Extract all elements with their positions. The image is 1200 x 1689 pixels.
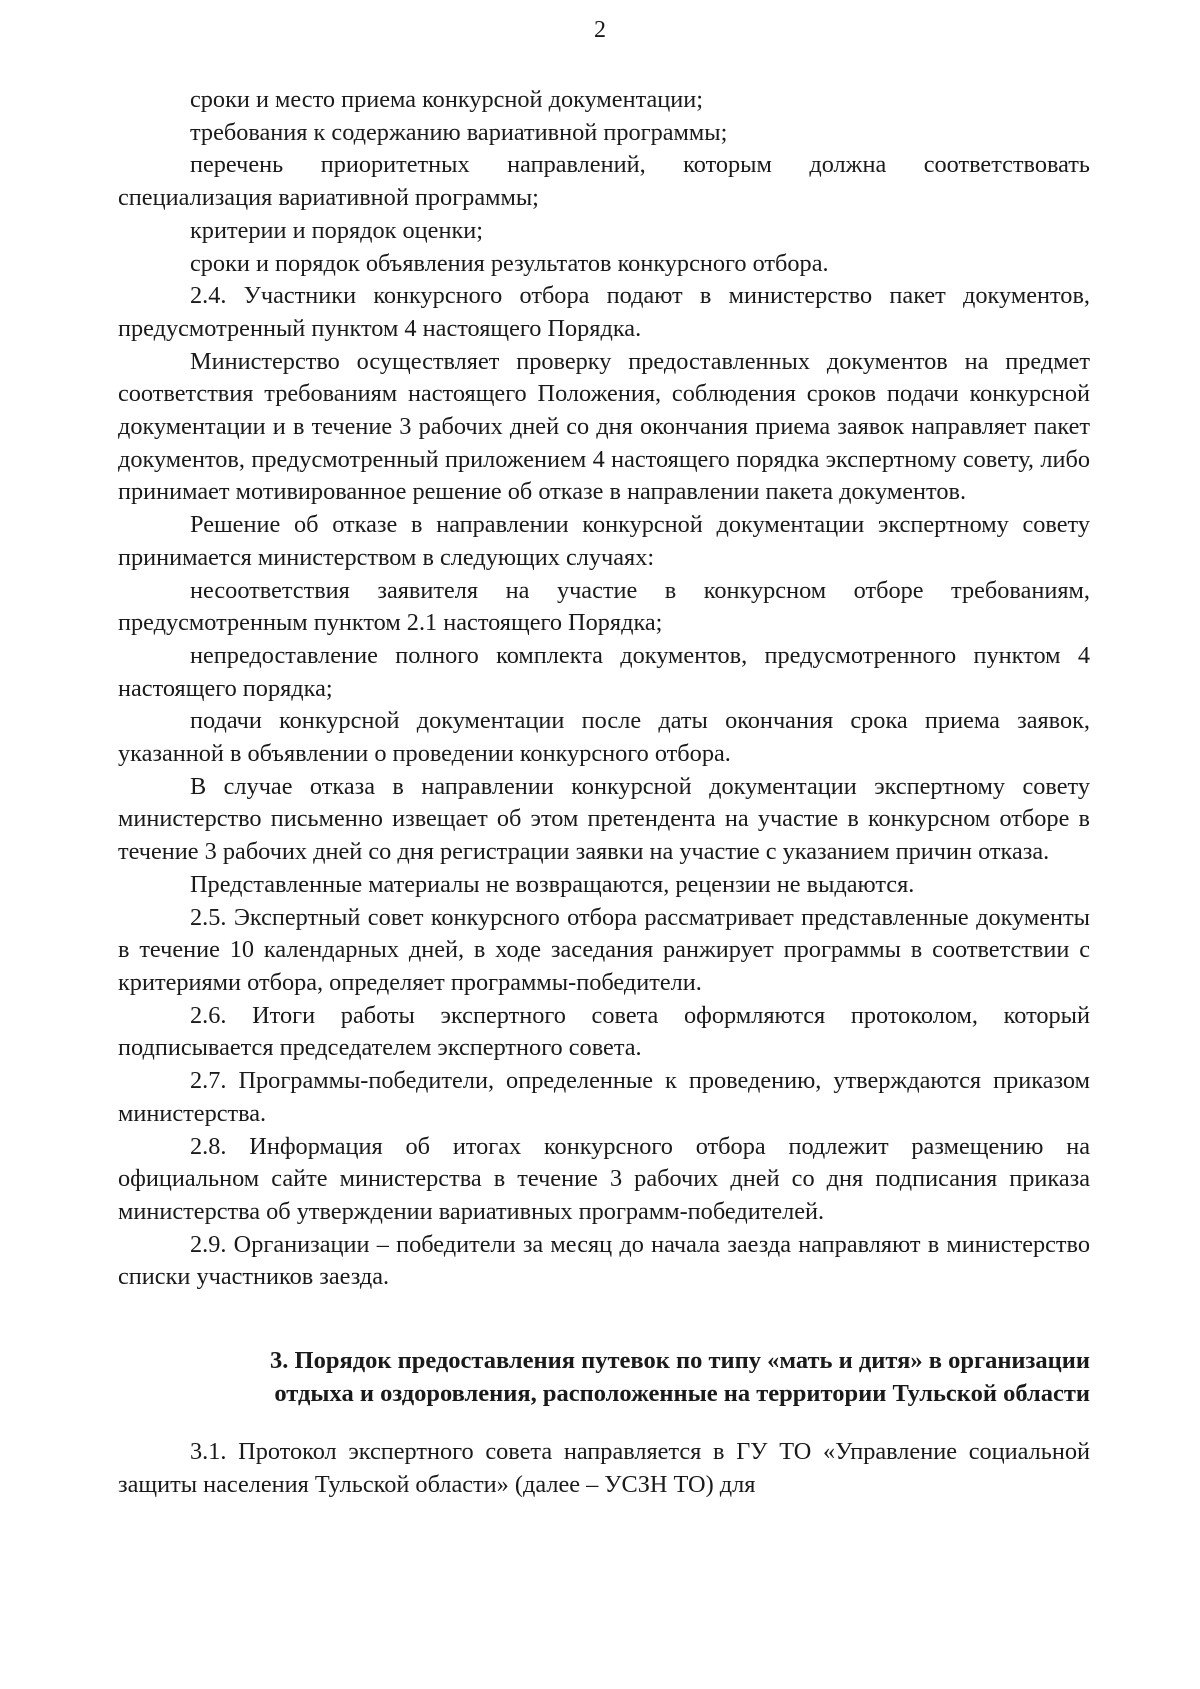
paragraph: сроки и порядок объявления результатов конкурсного отбора.	[190, 249, 829, 277]
paragraph: перечень приоритетных направлений, которым должна соответствовать специализация вариативной программы;	[118, 151, 1090, 212]
paragraph: несоответствия заявителя на участие в конкурсном отборе требованиям, предусмотренным пунктом 2.1 настоящего Порядка;	[118, 576, 1090, 637]
paragraph: 2.5. Экспертный совет конкурсного отбора рассматривает представленные документы в течение 10 календарных дней, в ходе заседания ранжирует программы в соответствии с критериями отбора, определяет программы-победители.	[118, 903, 1090, 996]
paragraph: 2.8. Информация об итогах конкурсного отбора подлежит размещению на официальном сайте министерства в течение 3 рабочих дней со дня подписания приказа министерства об утверждении вариативных программ-победителей.	[118, 1132, 1090, 1225]
paragraph: 2.9. Организации – победители за месяц до начала заезда направляют в министерство списки участников заезда.	[118, 1230, 1090, 1291]
paragraph: В случае отказа в направлении конкурсной документации экспертному совету министерство письменно извещает об этом претендента на участие в конкурсном отборе в течение 3 рабочих дней со дня регистрации заявки на участие с указанием причин отказа.	[118, 772, 1090, 866]
paragraph: 2.7. Программы-победители, определенные к проведению, утверждаются приказом министерства.	[118, 1067, 1090, 1127]
paragraph: критерии и порядок оценки;	[190, 216, 484, 244]
paragraph: непредоставление полного комплекта документов, предусмотренного пунктом 4 настоящего порядка;	[118, 641, 1090, 702]
paragraphs-before-section	[118, 84, 1090, 1294]
paragraphs-after-section	[118, 1436, 1090, 1501]
section-heading-line-2: отдыха и оздоровления, расположенные на территории Тульской области	[274, 1380, 1090, 1408]
section-heading	[118, 1344, 1090, 1410]
paragraph: 2.4. Участники конкурсного отбора подают в министерство пакет документов, предусмотренный пунктом 4 настоящего Порядка.	[118, 282, 1090, 342]
paragraph: Министерство осуществляет проверку предоставленных документов на предмет соответствия требованиям настоящего Положения, соблюдения сроков подачи конкурсной документации и в течение 3 рабочих дней со дня окончания приема заявок направляет пакет документов, предусмотренный приложением 4 настоящего порядка экспертному совету, либо принимает мотивированное решение об отказе в направлении пакета документов.	[118, 347, 1090, 506]
paragraph: 2.6. Итоги работы экспертного совета оформляются протоколом, который подписывается председателем экспертного совета.	[118, 1001, 1090, 1062]
paragraph: сроки и место приема конкурсной документации;	[190, 86, 704, 113]
page-number: 2	[594, 17, 606, 43]
document-body	[118, 84, 1090, 1501]
paragraph: 3.1. Протокол экспертного совета направляется в ГУ ТО «Управление социальной защиты населения Тульской области» (далее – УСЗН ТО) для	[118, 1438, 1090, 1498]
paragraph: Решение об отказе в направлении конкурсной документации экспертному совету принимается министерством в следующих случаях:	[118, 511, 1090, 571]
section-heading-line-1: 3. Порядок предоставления путевок по типу «мать и дитя» в организации	[270, 1347, 1090, 1375]
paragraph: подачи конкурсной документации после даты окончания срока приема заявок, указанной в объявлении о проведении конкурсного отбора.	[118, 707, 1090, 768]
paragraph: Представленные материалы не возвращаются, рецензии не выдаются.	[190, 870, 915, 898]
paragraph: требования к содержанию вариативной программы;	[190, 118, 728, 146]
